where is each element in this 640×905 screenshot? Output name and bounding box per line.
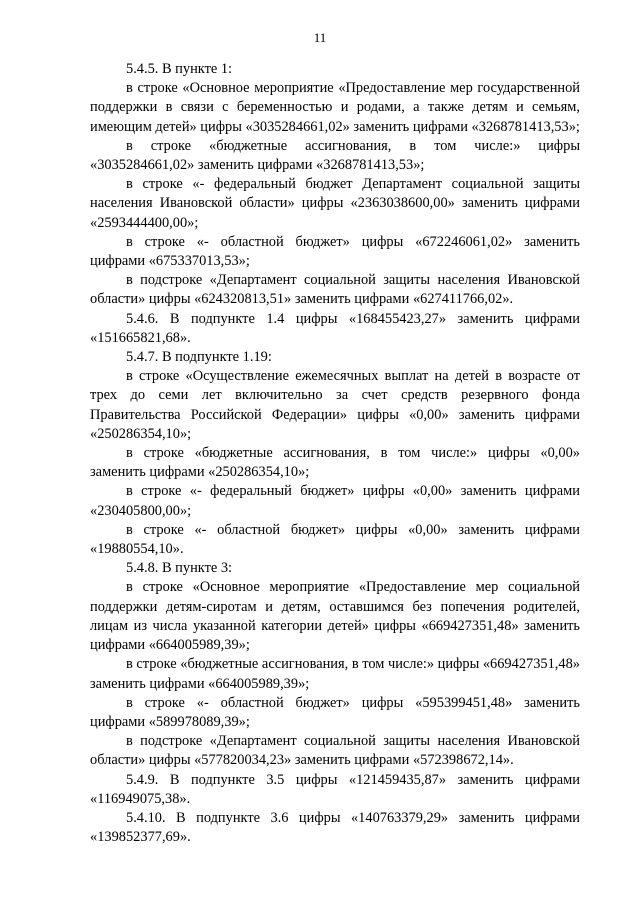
paragraph: в строке «- областной бюджет» цифры «0,00» заменить цифрами «19880554,10». — [90, 521, 580, 558]
page-number: 11 — [313, 30, 327, 45]
paragraph: в строке «- областной бюджет» цифры «672246061,02» заменить цифрами «675337013,53»; — [90, 233, 580, 270]
paragraph: в строке «- федеральный бюджет» цифры «0,00» заменить цифрами «230405800,00»; — [90, 483, 580, 519]
paragraph: в строке «Основное мероприятие «Предоставление мер государственной поддержки в связи с беременностью и родами, а также детям и семьям, имеющим детей» цифры «3035284661,02» заменить цифрами «3268781413,53»; — [90, 80, 580, 135]
paragraph: в строке «- областной бюджет» цифры «595399451,48» заменить цифрами «589978089,39»; — [90, 694, 580, 730]
paragraph: в подстроке «Департамент социальной защиты населения Ивановской области» цифры «577820034,23» заменить цифрами «572398672,14». — [90, 733, 580, 769]
paragraph: в строке «Основное мероприятие «Предоставление мер социальной поддержки детям-сиротам и детям, оставшимся без попечения родителей, лицам из числа указанной категории детей» цифры «669427351,48» заменить цифрами «664005989,39»; — [90, 579, 580, 654]
paragraph: 5.4.7. В подпункте 1.19: — [126, 349, 272, 366]
document-body — [90, 60, 580, 847]
paragraph: в строке «- федеральный бюджет Департамент социальной защиты населения Ивановской области» цифры «2363038600,00» заменить цифрами «2593444400,00»; — [90, 176, 580, 231]
paragraph: в строке «бюджетные ассигнования, в том числе:» цифры «3035284661,02» заменить цифрами «3268781413,53»; — [90, 137, 580, 174]
paragraph: в строке «Осуществление ежемесячных выплат на детей в возрасте от трех до семи лет включительно за счет средств резервного фонда Правительства Российской Федерации» цифры «0,00» заменить цифрами «250286354,10»; — [90, 368, 580, 442]
paragraph: в строке «бюджетные ассигнования, в том числе:» цифры «0,00» заменить цифрами «250286354,10»; — [90, 445, 580, 481]
paragraph: 5.4.8. В пункте 3: — [126, 560, 233, 577]
paragraph: 5.4.9. В подпункте 3.5 цифры «121459435,87» заменить цифрами «116949075,38». — [90, 771, 580, 807]
paragraph: в подстроке «Департамент социальной защиты населения Ивановской области» цифры «624320813,51» заменить цифрами «627411766,02». — [90, 272, 580, 308]
paragraph: 5.4.10. В подпункте 3.6 цифры «140763379,29» заменить цифрами «139852377,69». — [90, 809, 580, 846]
paragraph: в строке «бюджетные ассигнования, в том числе:» цифры «669427351,48» заменить цифрами «664005989,39»; — [90, 656, 580, 692]
paragraph: 5.4.5. В пункте 1: — [126, 61, 233, 77]
paragraph: 5.4.6. В подпункте 1.4 цифры «168455423,27» заменить цифрами «151665821,68». — [90, 310, 580, 346]
